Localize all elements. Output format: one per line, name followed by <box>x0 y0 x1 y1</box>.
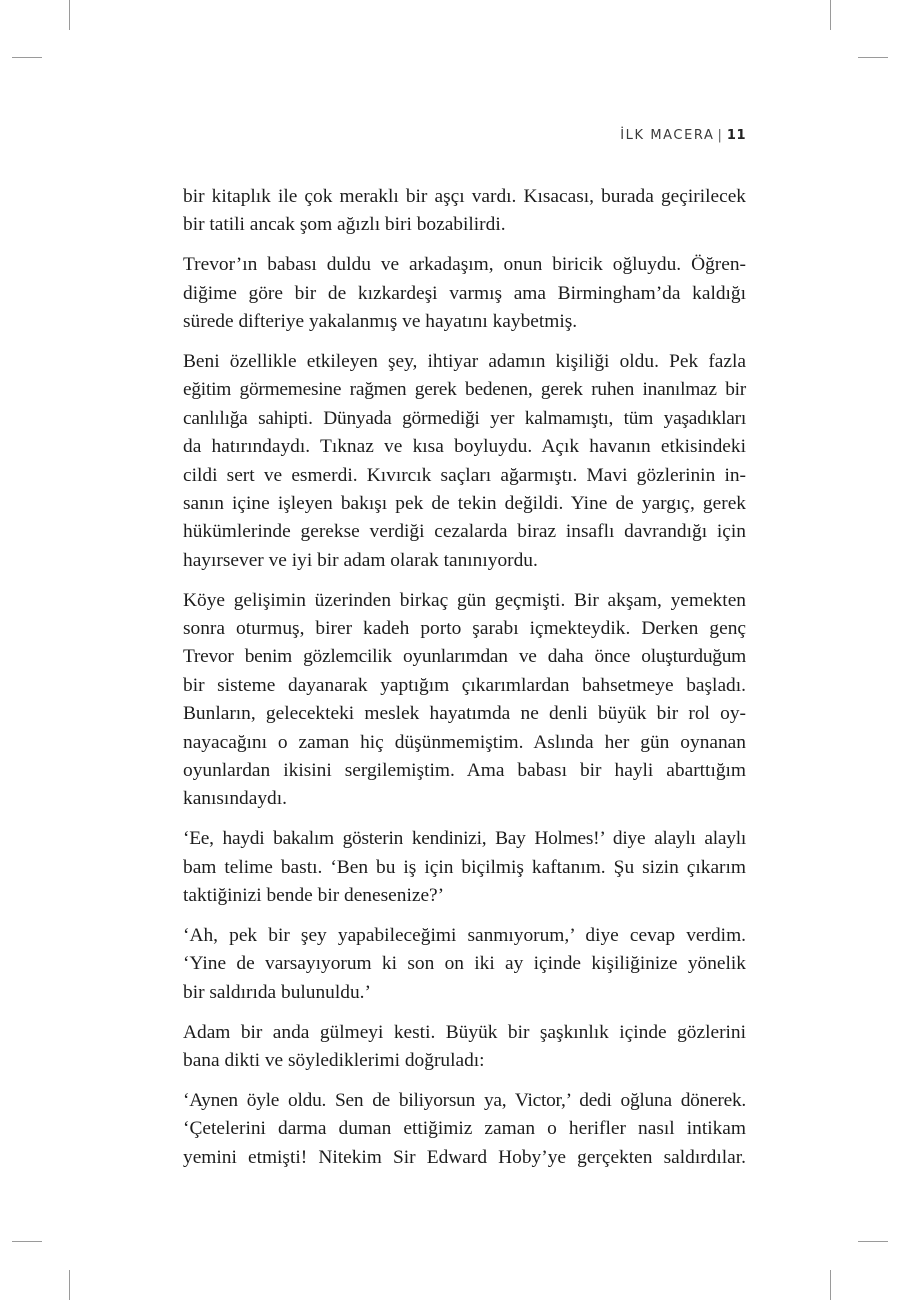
paragraph <box>183 183 746 240</box>
text-line: ‘Ah, pek bir şey yapabileceğimi sanmıyorum,’ diye cevap verdim. <box>183 924 746 946</box>
text-line: sonra oturmuş, birer kadeh porto şarabı içmekteydik. Derken genç <box>183 617 746 639</box>
crop-mark <box>830 1270 831 1300</box>
header-separator: | <box>717 128 722 143</box>
paragraph <box>183 587 746 814</box>
crop-mark <box>69 0 70 30</box>
text-line: bir sisteme dayanarak yaptığım çıkarımlardan bahsetmeye başladı. <box>183 674 746 696</box>
text-line: ‘Yine de varsayıyorum ki son on iki ay içinde kişiliğinize yönelik <box>183 953 746 975</box>
crop-mark <box>12 57 42 58</box>
text-line: Köye gelişimin üzerinden birkaç gün geçmişti. Bir akşam, yemekten <box>183 589 746 611</box>
crop-mark <box>830 0 831 30</box>
text-line: nayacağını o zaman hiç düşünmemiştim. Aslında her gün oynanan <box>183 731 746 753</box>
text-line: da hatırındaydı. Tıknaz ve kısa boyluydu. Açık havanın etkisindeki <box>183 436 746 458</box>
text-line: bana dikti ve söylediklerimi doğruladı: <box>183 1049 485 1071</box>
text-line: oyunlardan ikisini sergilemiştim. Ama babası bir hayli abarttığım <box>183 759 746 781</box>
text-line: Trevor benim gözlemcilik oyunlarımdan ve daha önce oluşturduğum <box>183 646 746 668</box>
crop-mark <box>858 1241 888 1242</box>
crop-mark <box>69 1270 70 1300</box>
crop-mark <box>12 1241 42 1242</box>
text-line: sürede difteriye yakalanmış ve hayatını kaybetmiş. <box>183 311 578 333</box>
text-line: cildi sert ve esmerdi. Kıvırcık saçları ağarmıştı. Mavi gözlerinin in- <box>183 464 746 486</box>
text-line: bir kitaplık ile çok meraklı bir aşçı vardı. Kısacası, burada geçirilecek <box>183 186 746 207</box>
text-line: eğitim görmemesine rağmen gerek bedenen, gerek ruhen inanılmaz bir <box>183 379 746 401</box>
text-line: bir saldırıda bulunuldu.’ <box>183 981 371 1003</box>
text-line: ‘Aynen öyle oldu. Sen de biliyorsun ya, Victor,’ dedi oğluna dönerek. <box>183 1089 746 1111</box>
text-line: hükümlerinde gerekse verdiği cezalarda biraz insaflı davrandığı için <box>183 521 746 543</box>
paragraph <box>183 825 746 910</box>
text-line: Bunların, gelecekteki meslek hayatımda ne denli büyük bir rol oy- <box>183 703 746 725</box>
text-line: Beni özellikle etkileyen şey, ihtiyar adamın kişiliği oldu. Pek fazla <box>183 350 746 372</box>
paragraph <box>183 1019 746 1076</box>
crop-mark <box>858 57 888 58</box>
text-line: kanısındaydı. <box>183 788 287 810</box>
text-line: diğime göre bir de kızkardeşi varmış ama Birmingham’da kaldığı <box>183 282 746 304</box>
paragraph <box>183 348 746 575</box>
text-line: sanın içine işleyen bakışı pek de tekin değildi. Yine de yargıç, gerek <box>183 492 746 514</box>
text-line: Trevor’ın babası duldu ve arkadaşım, onun biricik oğluydu. Öğren- <box>183 254 746 276</box>
paragraph <box>183 922 746 1007</box>
body-text <box>183 183 746 1184</box>
text-line: yemini etmişti! Nitekim Sir Edward Hoby’ye gerçekten saldırdılar. <box>183 1146 746 1168</box>
paragraph <box>183 1087 746 1172</box>
chapter-title: İLK MACERA <box>620 128 715 143</box>
text-line: bir tatili ancak şom ağızlı biri bozabilirdi. <box>183 214 506 236</box>
text-line: Adam bir anda gülmeyi kesti. Büyük bir şaşkınlık içinde gözlerini <box>183 1021 746 1043</box>
text-line: hayırsever ve iyi bir adam olarak tanınıyordu. <box>183 549 538 571</box>
page-number: 11 <box>726 128 746 143</box>
text-line: bam telime bastı. ‘Ben bu iş için biçilmiş kaftanım. Şu sizin çıkarım <box>183 856 746 878</box>
running-head <box>560 128 746 143</box>
text-line: ‘Ee, haydi bakalım gösterin kendinizi, Bay Holmes!’ diye alaylı alaylı <box>183 828 746 850</box>
text-line: canlılığa sahipti. Dünyada görmediği yer kalmamıştı, tüm yaşadıkları <box>183 407 746 429</box>
text-line: ‘Çetelerini darma duman ettiğimiz zaman o herifler nasıl intikam <box>183 1118 746 1140</box>
paragraph <box>183 251 746 336</box>
text-line: taktiğinizi bende bir denesenize?’ <box>183 884 445 906</box>
